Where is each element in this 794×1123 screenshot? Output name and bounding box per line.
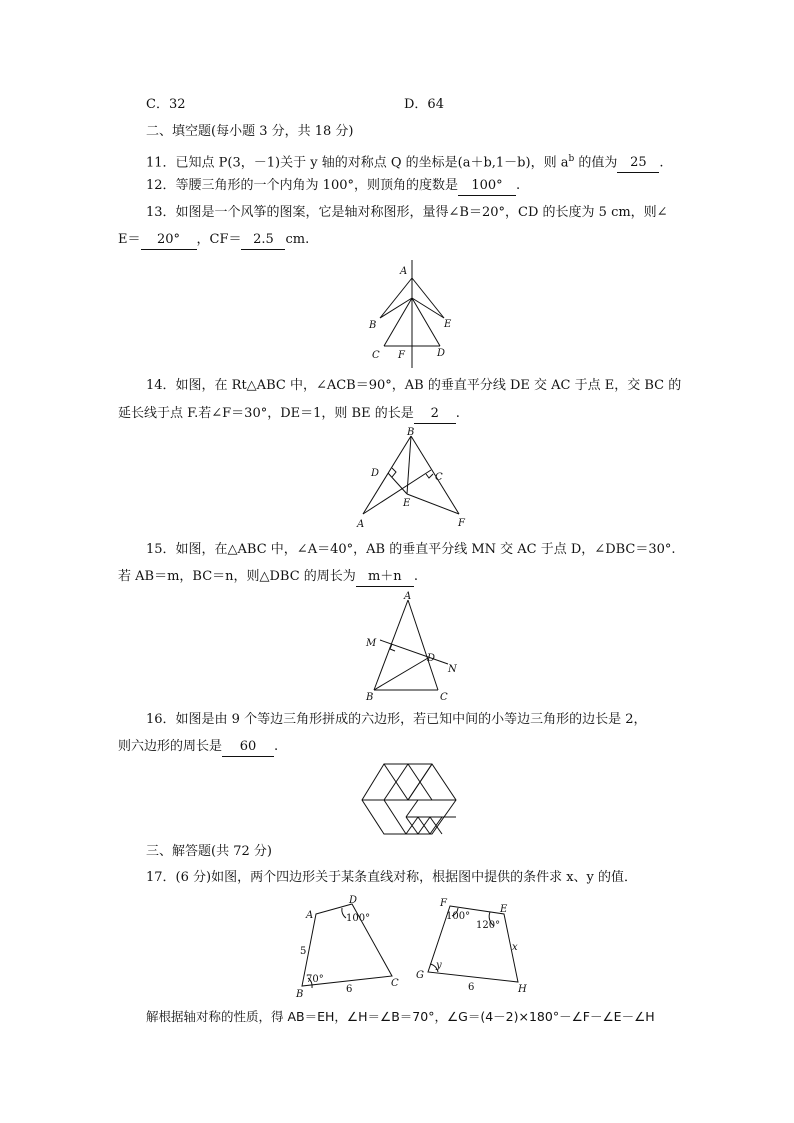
q11-answer: 25 bbox=[617, 154, 659, 173]
q11-exponent: b bbox=[568, 154, 575, 164]
question-14-line1: 14．如图，在 Rt△ABC 中，∠ACB＝90°，AB 的垂直平分线 DE 交 AC 于点 E，交 BC 的 bbox=[146, 378, 682, 393]
question-13-line1: 13．如图是一个风筝的图案，它是轴对称图形，量得∠B＝20°，CD 的长度为 5 cm，则∠ bbox=[146, 205, 668, 220]
label-c: C bbox=[435, 472, 443, 483]
label-h: H bbox=[518, 984, 527, 995]
q16-end: . bbox=[274, 739, 279, 754]
label-f: F bbox=[458, 518, 465, 529]
label-a: A bbox=[404, 591, 412, 602]
side-bc-value: 6 bbox=[346, 984, 353, 995]
q16-text: 则六边形的周长是 bbox=[118, 739, 223, 754]
question-12 bbox=[146, 177, 520, 196]
q12-end: . bbox=[516, 178, 521, 193]
label-f: F bbox=[398, 350, 405, 361]
angle-f-value: 100° bbox=[446, 911, 471, 922]
hexagon-figure bbox=[360, 762, 458, 836]
option-d: D．64 bbox=[404, 97, 444, 112]
q13-unit: cm. bbox=[285, 232, 310, 247]
q12-text: 12．等腰三角形的一个内角为 100°，则顶角的度数是 bbox=[146, 178, 458, 193]
q15-end: . bbox=[413, 569, 418, 584]
q14-end: . bbox=[455, 406, 460, 421]
label-b: B bbox=[296, 989, 304, 1000]
label-c: C bbox=[440, 692, 448, 703]
q14-text: 延长线于点 F.若∠F＝30°，DE＝1，则 BE 的长是 bbox=[118, 406, 414, 421]
angle-g-y: y bbox=[436, 960, 442, 971]
q11-text: 11．已知点 P(3，－1)关于 y 轴的对称点 Q 的坐标是(a＋b,1－b)，则 a bbox=[146, 155, 569, 171]
label-e: E bbox=[444, 319, 452, 330]
label-g: G bbox=[416, 970, 424, 981]
section-2-heading: 二、填空题(每小题 3 分，共 18 分) bbox=[146, 124, 354, 139]
label-d: D bbox=[349, 895, 358, 906]
option-c: C．32 bbox=[146, 97, 186, 112]
label-b: B bbox=[369, 320, 377, 331]
label-m: M bbox=[366, 638, 377, 649]
q14-answer: 2 bbox=[414, 405, 456, 424]
q12-answer: 100° bbox=[458, 177, 516, 196]
solution-text: 解根据轴对称的性质，得 AB＝EH，∠H＝∠B＝70°，∠G＝(4－2)×180°－∠F－∠E－∠H bbox=[146, 1009, 655, 1024]
angle-e-value: 120° bbox=[476, 920, 501, 931]
q13-text: E＝ bbox=[118, 232, 141, 247]
question-16-line2 bbox=[118, 738, 278, 757]
q11-text-mid: 的值为 bbox=[574, 155, 618, 171]
triangle-perpendicular-figure bbox=[355, 428, 475, 532]
section-3-heading: 三、解答题(共 72 分) bbox=[146, 844, 272, 859]
side-eh-x: x bbox=[512, 942, 518, 953]
question-15-line1: 15．如图，在△ABC 中，∠A＝40°，AB 的垂直平分线 MN 交 AC 于点 D，∠DBC＝30°. bbox=[146, 542, 676, 557]
label-d: D bbox=[371, 468, 380, 479]
q13-answer-angle: 20° bbox=[141, 231, 197, 250]
label-c: C bbox=[372, 350, 380, 361]
question-15-line2 bbox=[118, 568, 418, 587]
question-17: 17．(6 分)如图，两个四边形关于某条直线对称，根据图中提供的条件求 x、y 的值． bbox=[146, 870, 638, 885]
label-e: E bbox=[403, 498, 411, 509]
triangle-mn-figure bbox=[360, 590, 470, 702]
angle-b-value: 70° bbox=[306, 974, 324, 985]
angle-d-value: 100° bbox=[346, 913, 371, 924]
question-11 bbox=[146, 150, 664, 173]
side-ab-value: 5 bbox=[300, 946, 307, 957]
label-b: B bbox=[407, 427, 415, 438]
quadrilaterals-figure bbox=[290, 894, 540, 1002]
label-a: A bbox=[306, 910, 314, 921]
label-a: A bbox=[400, 266, 408, 277]
q11-end: . bbox=[659, 155, 664, 171]
question-13-line2 bbox=[118, 231, 309, 250]
q15-answer: m＋n bbox=[356, 568, 414, 587]
label-b: B bbox=[366, 692, 374, 703]
label-a: A bbox=[357, 519, 365, 530]
q15-text: 若 AB＝m，BC＝n，则△DBC 的周长为 bbox=[118, 569, 356, 584]
kite-figure bbox=[360, 258, 470, 370]
label-e: E bbox=[500, 904, 508, 915]
label-d: D bbox=[437, 348, 446, 359]
label-c: C bbox=[391, 978, 399, 989]
question-16-line1: 16．如图是由 9 个等边三角形拼成的六边形，若已知中间的小等边三角形的边长是 2， bbox=[146, 712, 647, 727]
q13-text-mid: ，CF＝ bbox=[196, 232, 242, 247]
q13-answer-length: 2.5 bbox=[241, 231, 285, 250]
label-f: F bbox=[440, 898, 447, 909]
side-gh-value: 6 bbox=[468, 982, 475, 993]
question-14-line2 bbox=[118, 405, 460, 424]
label-d: D bbox=[427, 653, 436, 664]
label-n: N bbox=[448, 664, 457, 675]
q16-answer: 60 bbox=[222, 738, 274, 757]
